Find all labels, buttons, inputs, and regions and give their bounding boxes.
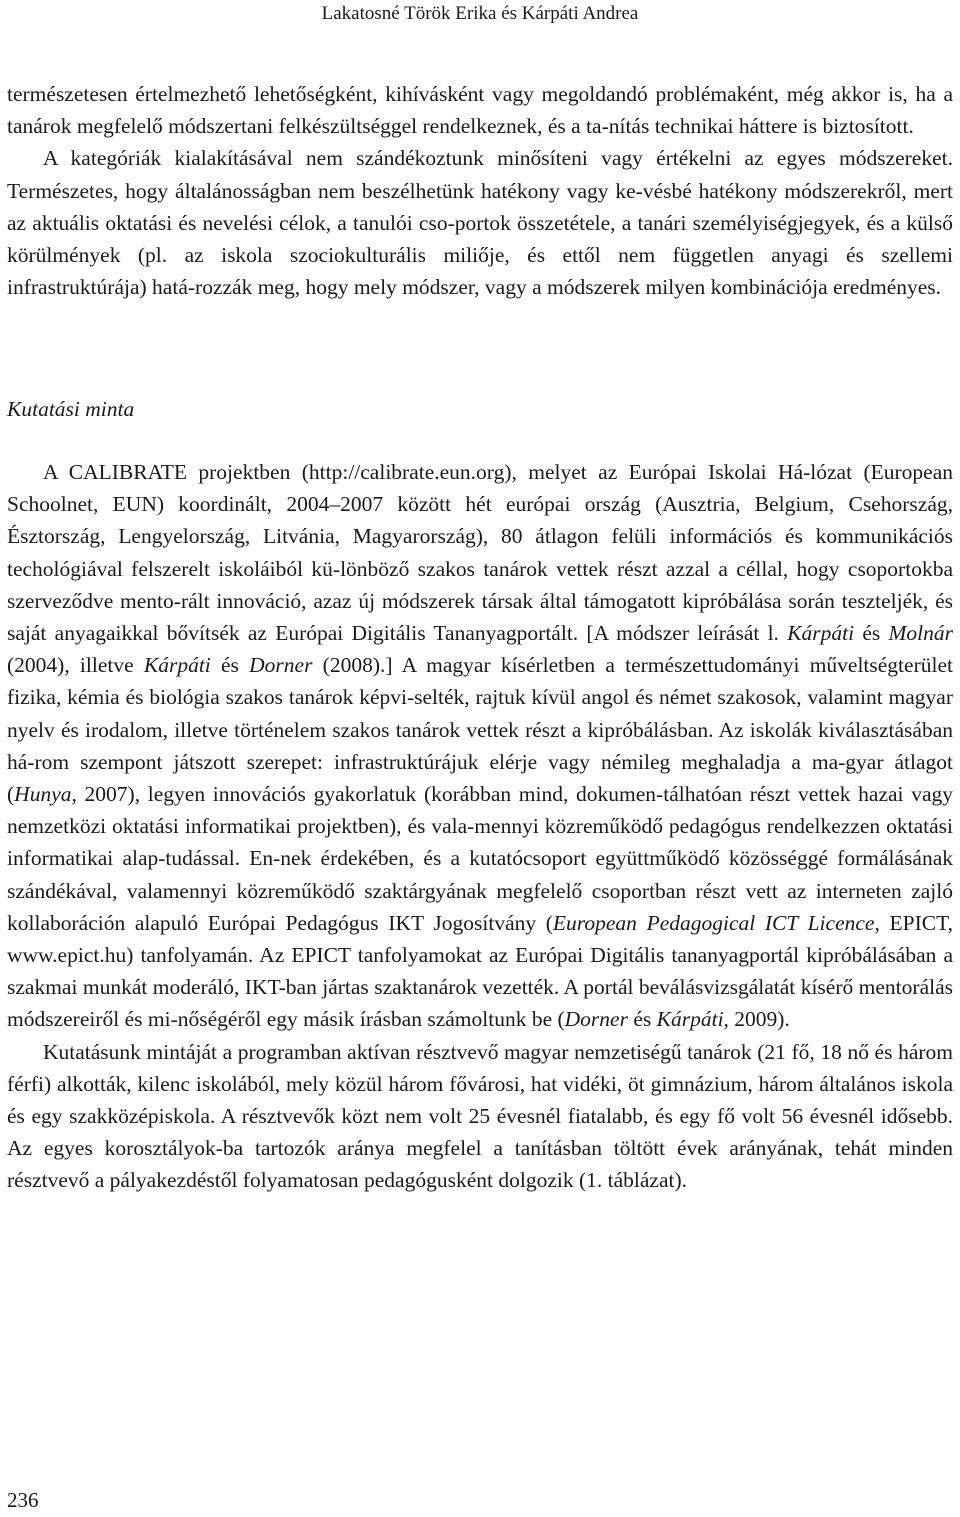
section-heading: Kutatási minta xyxy=(7,397,135,421)
paragraph-sample: Kutatásunk mintáját a programban aktívan résztvevő magyar nemzetiségű tanárok (21 fő, 18 nő és három férfi) alkották, kilenc iskolából, mely közül három fővárosi, hat vidéki, öt gimnázium, három általános iskola és egy szakközépiskola. A résztvevők közt nem volt 25 évesnél fiatalabb, és egy fő volt 56 évesnél idősebb. Az egyes korosztályok-ba tartozók aránya megfelel a tanításban töltött évek arányának, tehát minden résztvevő a pályakezdéstől folyamatosan pedagógusként dolgozik (1. táblázat). xyxy=(7,1039,953,1193)
author-citation: Molnár xyxy=(888,621,953,646)
paragraph-calibrate xyxy=(7,456,953,1036)
text-run: (2008).] A magyar kísérletben a természettudományi műveltségterület fizika, kémia és biológia szakos tanárok képvi-selték, rajtuk kívül angol és német szakosok, valamint magyar nyelv és irodalom, illetve történelem szakos tanárok vettek részt a kipróbálásban. Az iskolák kiválasztásában há-rom szempont játszott szerepet: infrastruktúrájuk elérje vagy némileg meghaladja a ma-gyar átlagot ( xyxy=(7,653,953,807)
text-run: és xyxy=(854,621,889,646)
paragraph-categories: A kategóriák kialakításával nem szándékoztunk minősíteni vagy értékelni az egyes módszereket. Természetes, hogy általánosságban nem beszélhetünk hatékony vagy ke-vésbé hatékony módszerekről, mert az aktuális oktatási és nevelési célok, a tanulói cso-portok összetétele, a tanári személyiségjegyek, és a külső körülmények (pl. az iskola szociokulturális miliője, és ettől nem független anyagi és szellemi infrastruktúrája) hatá-rozzák meg, hogy mely módszer, vagy a módszerek milyen kombinációja eredményes. xyxy=(7,146,953,300)
author-citation: Dorner xyxy=(564,1007,628,1032)
text-run: és xyxy=(210,653,250,678)
running-head: Lakatosné Török Erika és Kárpáti Andrea xyxy=(321,3,639,24)
text-run: , EPICT, www.epict.hu) tanfolyamán. Az EPICT tanfolyamokat az Európai Digitális tananyagportál kipróbálásában a szakmai munkát moderáló, IKT-ban jártas szaktanárok vezették. A portál beválásvizsgálatát kísérő mentorálás módszereiről és mi-nőségéről egy másik írásban számoltunk be ( xyxy=(7,910,953,1032)
page-number: 236 xyxy=(7,1488,39,1512)
author-citation: Kárpáti xyxy=(656,1007,724,1032)
text-run: A CALIBRATE projektben (http://calibrate.eun.org), melyet az Európai Iskolai Há-lózat (European Schoolnet, EUN) koordinált, 2004–2007 között hét európai ország (Ausztria, Belgium, Csehország, Észtország, Lengyelország, Litvánia, Magyarország), 80 átlagon felüli információs és kommunikációs techológiával felszerelt iskoláiból kü-lönböző szakos tanárok vettek részt azzal a céllal, hogy csoportokba szerveződve mento-rált innováció, azaz új módszerek társak által támogatott kipróbálása során teszteljék, és saját anyagaikkal bővítsék az Európai Digitális Tananyagportált. [A módszer leírását l. xyxy=(7,460,953,646)
intro-text xyxy=(7,78,953,303)
paragraph-continued: természetesen értelmezhető lehetőségként, kihívásként vagy megoldandó problémaként, még akkor is, ha a tanárok megfelelő módszertani felkészültséggel rendelkeznek, és a ta-nítás technikai háttere is biztosított. xyxy=(7,82,953,139)
text-run: , 2009). xyxy=(723,1007,790,1032)
text-run: és xyxy=(627,1007,657,1032)
text-run: , 2007), legyen innovációs gyakorlatuk (korábban mind, dokumen-tálhatóan részt vettek hazai vagy nemzetközi oktatási informatikai projektben), és vala-mennyi közreműködő pedagógus rendelkezzen oktatási informatikai alap-tudással. En-nek érdekében, és a kutatócsoport együttműködő közösséggé formálásának szándékával, valamennyi közreműködő szaktárgyának megfelelő csoportban részt vett az interneten zajló kollaboráción alapuló Európai Pedagógus IKT Jogosítvány ( xyxy=(7,782,953,935)
sample-text xyxy=(7,456,953,1197)
author-citation: Dorner xyxy=(249,653,313,678)
licence-title: European Pedagogical ICT Licence xyxy=(552,910,875,935)
author-citation: Kárpáti xyxy=(787,621,855,646)
author-citation: Kárpáti xyxy=(143,653,211,678)
text-run: (2004), illetve xyxy=(7,653,144,678)
author-citation: Hunya xyxy=(14,782,72,807)
